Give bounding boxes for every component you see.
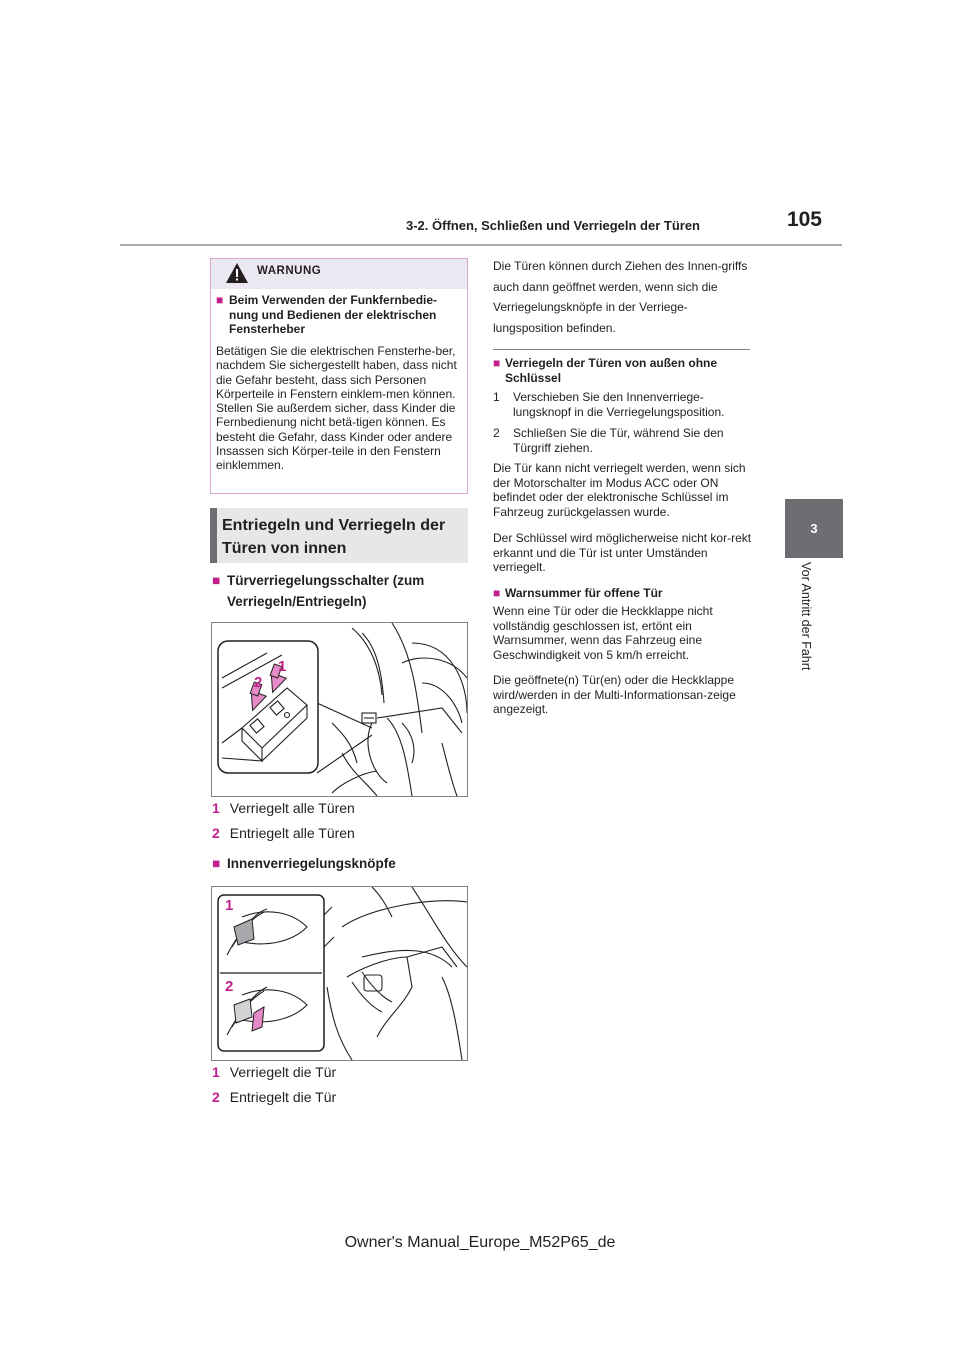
- door-lock-switch-illustration: [212, 623, 467, 796]
- callout-1: 1: [225, 897, 234, 914]
- page-number: 105: [786, 208, 822, 231]
- step-text: Verriegelt alle Türen: [229, 800, 355, 816]
- outside-step-1: [493, 390, 753, 419]
- knobs-step-1: [212, 1064, 336, 1080]
- step-number: 1: [493, 390, 500, 404]
- inside-lock-knob-illustration: [212, 887, 467, 1060]
- step-number: 2: [212, 1089, 220, 1105]
- switch-heading-text: Türverriegelungsschalter (zum Verriegeln/Entriegeln): [227, 573, 425, 609]
- footer-text: Owner's Manual_Europe_M52P65_de: [344, 1234, 616, 1251]
- step-text: Schließen Sie die Tür, während Sie den Türgriff ziehen.: [513, 426, 724, 455]
- switch-step-2: [212, 825, 355, 841]
- step-number: 1: [212, 800, 220, 816]
- section-title: 3-2. Öffnen, Schließen und Verriegeln der Türen: [405, 218, 700, 233]
- step-text: Entriegelt alle Türen: [229, 825, 355, 841]
- step-number: 2: [212, 825, 220, 841]
- switch-step-1: [212, 800, 355, 816]
- callout-2: 2: [225, 978, 234, 995]
- warning-label: WARNUNG: [257, 265, 322, 277]
- callout-1: 1: [278, 658, 287, 675]
- warning-subheading-text: Beim Verwenden der Funkfernbedie-nung und Bedienen der elektrischen Fensterheber: [229, 293, 438, 336]
- outside-heading: [493, 356, 753, 385]
- step-number: 1: [212, 1064, 220, 1080]
- outside-heading-text: Verriegeln der Türen von außen ohne Schlüssel: [505, 356, 718, 385]
- switch-heading: [212, 570, 468, 612]
- warning-subheading: [216, 293, 462, 337]
- square-bullet-icon: ■: [212, 573, 221, 588]
- chapter-tab[interactable]: [785, 499, 843, 558]
- callout-2: 2: [254, 674, 263, 691]
- chapter-number: 3: [810, 521, 818, 536]
- step-text: Verschieben Sie den Innenverriege-lungsknopf in die Verriegelungsposition.: [513, 390, 725, 419]
- door-lock-switch-figure: [211, 622, 468, 797]
- paragraph-divider: [493, 349, 750, 350]
- buzzer-body-1: Wenn eine Tür oder die Heckklappe nicht vollständig geschlossen ist, ertönt ein Warnsummer, wenn das Fahrzeug eine Geschwindigkeit von 5 km/h erreicht.: [493, 604, 713, 662]
- warning-triangle-icon: [225, 262, 249, 284]
- buzzer-heading-text: Warnsummer für offene Tür: [505, 586, 663, 600]
- warning-body: Betätigen Sie die elektrischen Fensterhe-ber, nachdem Sie sichergestellt haben, dass nicht die Gefahr besteht, dass sich Personen Körperteile in Fenstern einklem-men können. Stellen Sie außerdem sicher, dass Kinder die Fernbedienung nicht betä-tigen können. Es besteht die Gefahr, dass Kinder oder andere Insassen sich Körper-teile in den Fenstern einklemmen.: [216, 344, 457, 473]
- square-bullet-icon: ■: [493, 586, 501, 600]
- knobs-heading-text: Innenverriegelungsknöpfe: [227, 856, 396, 871]
- header-divider: [120, 244, 842, 246]
- section-heading: Entriegeln und Verriegeln der Türen von innen: [222, 517, 446, 557]
- outside-note-2: Der Schlüssel wird möglicherweise nicht kor-rekt erkannt und die Tür ist unter Umständen verriegelt.: [493, 531, 752, 574]
- outside-note-1: Die Tür kann nicht verriegelt werden, wenn sich der Motorschalter im Modus ACC oder ON befindet oder der elektronische Schlüssel im Fahrzeug zurückgelassen wurde.: [493, 461, 746, 519]
- intro-paragraph: Die Türen können durch Ziehen des Innen-griffs auch dann geöffnet werden, wenn sich die Verriegelungsknöpfe in der Verriege-lungsposition befinden.: [493, 259, 748, 335]
- buzzer-heading: [493, 586, 753, 601]
- step-text: Entriegelt die Tür: [229, 1089, 337, 1105]
- step-text: Verriegelt die Tür: [229, 1064, 337, 1080]
- chapter-title: Vor Antritt der Fahrt: [799, 562, 813, 671]
- inside-lock-knob-figure: [211, 886, 468, 1061]
- warning-header: [211, 259, 467, 289]
- square-bullet-icon: ■: [493, 356, 501, 370]
- buzzer-body-2: Die geöffnete(n) Tür(en) oder die Heckklappe wird/werden in der Multi-Informationsan-zeige angezeigt.: [493, 673, 736, 716]
- square-bullet-icon: ■: [212, 856, 221, 871]
- step-number: 2: [493, 426, 500, 440]
- outside-step-2: [493, 426, 753, 455]
- knobs-step-2: [212, 1089, 336, 1105]
- knobs-heading: [212, 853, 468, 874]
- square-bullet-icon: ■: [216, 293, 224, 307]
